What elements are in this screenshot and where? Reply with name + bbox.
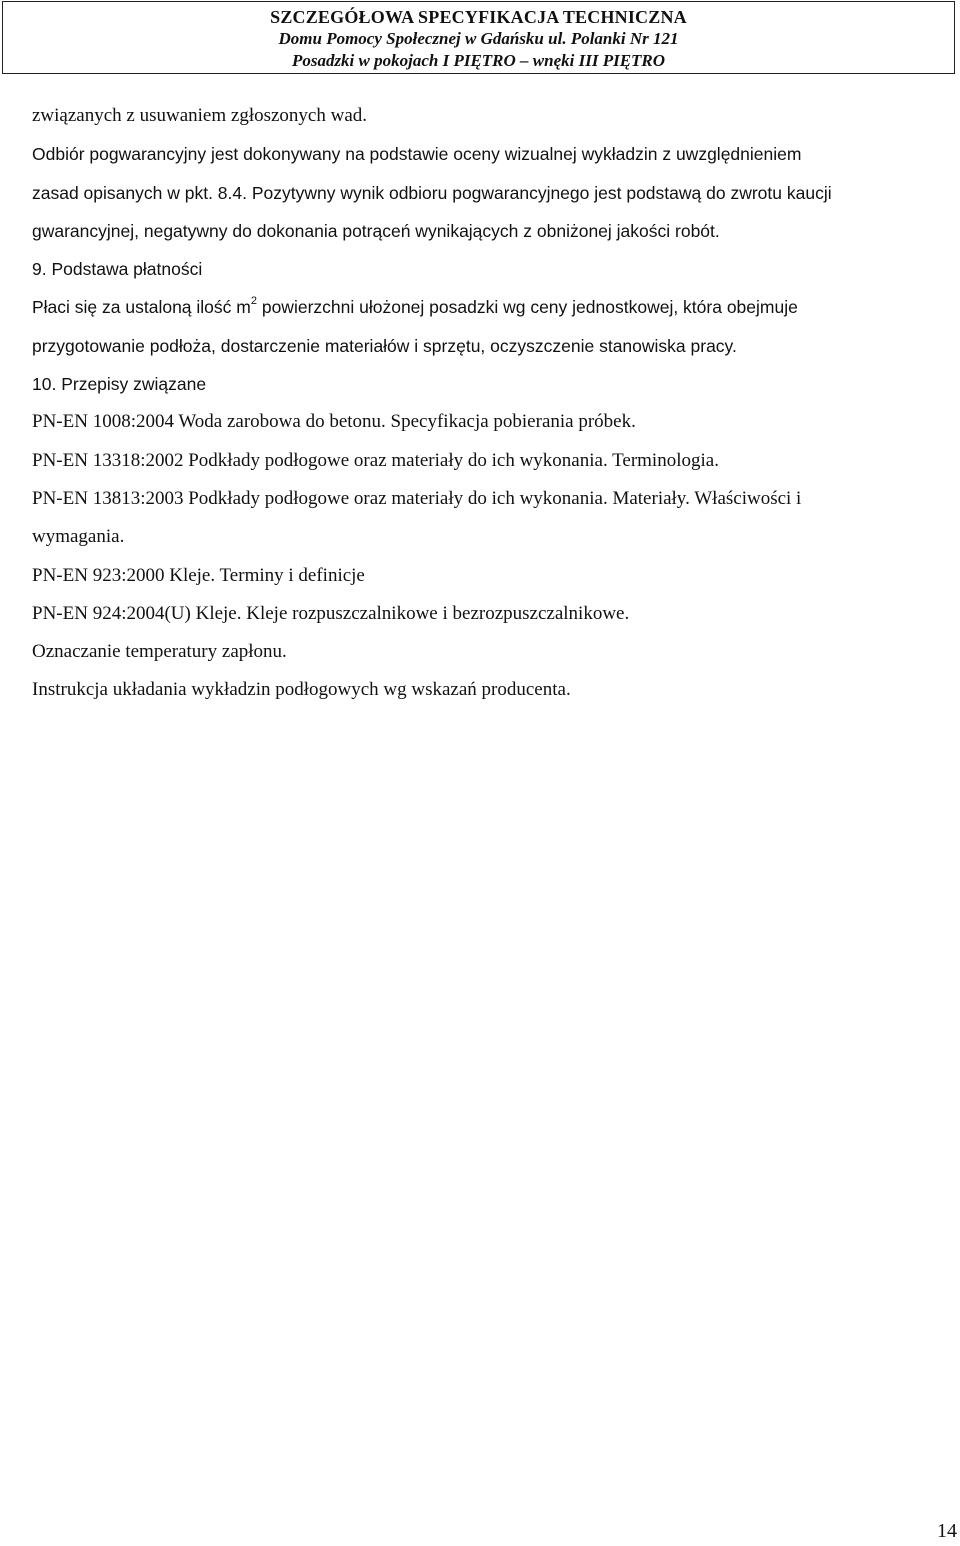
- document-body: [32, 97, 952, 710]
- reference-item: PN-EN 13318:2002 Podkłady podłogowe oraz materiały do ich wykonania. Terminologia.: [32, 449, 719, 471]
- payment-text-end: powierzchni ułożonej posadzki wg ceny jednostkowej, która obejmuje: [256, 297, 798, 318]
- paragraph-line: gwarancyjnej, negatywny do dokonania potrąceń wynikających z obniżonej jakości robót.: [32, 220, 720, 241]
- paragraph-line: związanych z usuwaniem zgłoszonych wad.: [32, 105, 368, 126]
- superscript: 2: [250, 295, 257, 308]
- document-header: [2, 1, 955, 74]
- reference-item: Instrukcja układania wykładzin podłogowych wg wskazań producenta.: [32, 679, 571, 701]
- header-institution: Domu Pomocy Społecznej w Gdańsku ul. Polanki Nr 121: [278, 29, 679, 48]
- paragraph-line: zasad opisanych w pkt. 8.4. Pozytywny wynik odbioru pogwarancyjnego jest podstawą do zwrotu kaucji: [32, 182, 832, 203]
- paragraph-line: przygotowanie podłoża, dostarczenie materiałów i sprzętu, oczyszczenie stanowiska pracy.: [32, 335, 737, 356]
- reference-item: PN-EN 13813:2003 Podkłady podłogowe oraz materiały do ich wykonania. Materiały. Właściwości i: [32, 487, 802, 509]
- reference-item-continued: Oznaczanie temperatury zapłonu.: [32, 641, 287, 663]
- paragraph-line: [32, 288, 952, 326]
- header-scope: Posadzki w pokojach I PIĘTRO – wnęki III PIĘTRO: [291, 51, 666, 70]
- header-title: SZCZEGÓŁOWA SPECYFIKACJA TECHNICZNA: [270, 7, 687, 27]
- reference-item-continued: wymagania.: [32, 526, 125, 548]
- page-number: 14: [937, 1520, 957, 1542]
- section-heading-9: 9. Podstawa płatności: [32, 259, 203, 280]
- reference-item: PN-EN 1008:2004 Woda zarobowa do betonu. Specyfikacja pobierania próbek.: [32, 411, 636, 433]
- payment-text-start: Płaci się za ustaloną ilość m: [32, 297, 251, 318]
- section-heading-10: 10. Przepisy związane: [32, 374, 207, 395]
- reference-item: PN-EN 924:2004(U) Kleje. Kleje rozpuszczalnikowe i bezrozpuszczalnikowe.: [32, 602, 630, 624]
- paragraph-line: Odbiór pogwarancyjny jest dokonywany na podstawie oceny wizualnej wykładzin z uwzględnieniem: [32, 144, 802, 165]
- reference-item: PN-EN 923:2000 Kleje. Terminy i definicje: [32, 564, 365, 586]
